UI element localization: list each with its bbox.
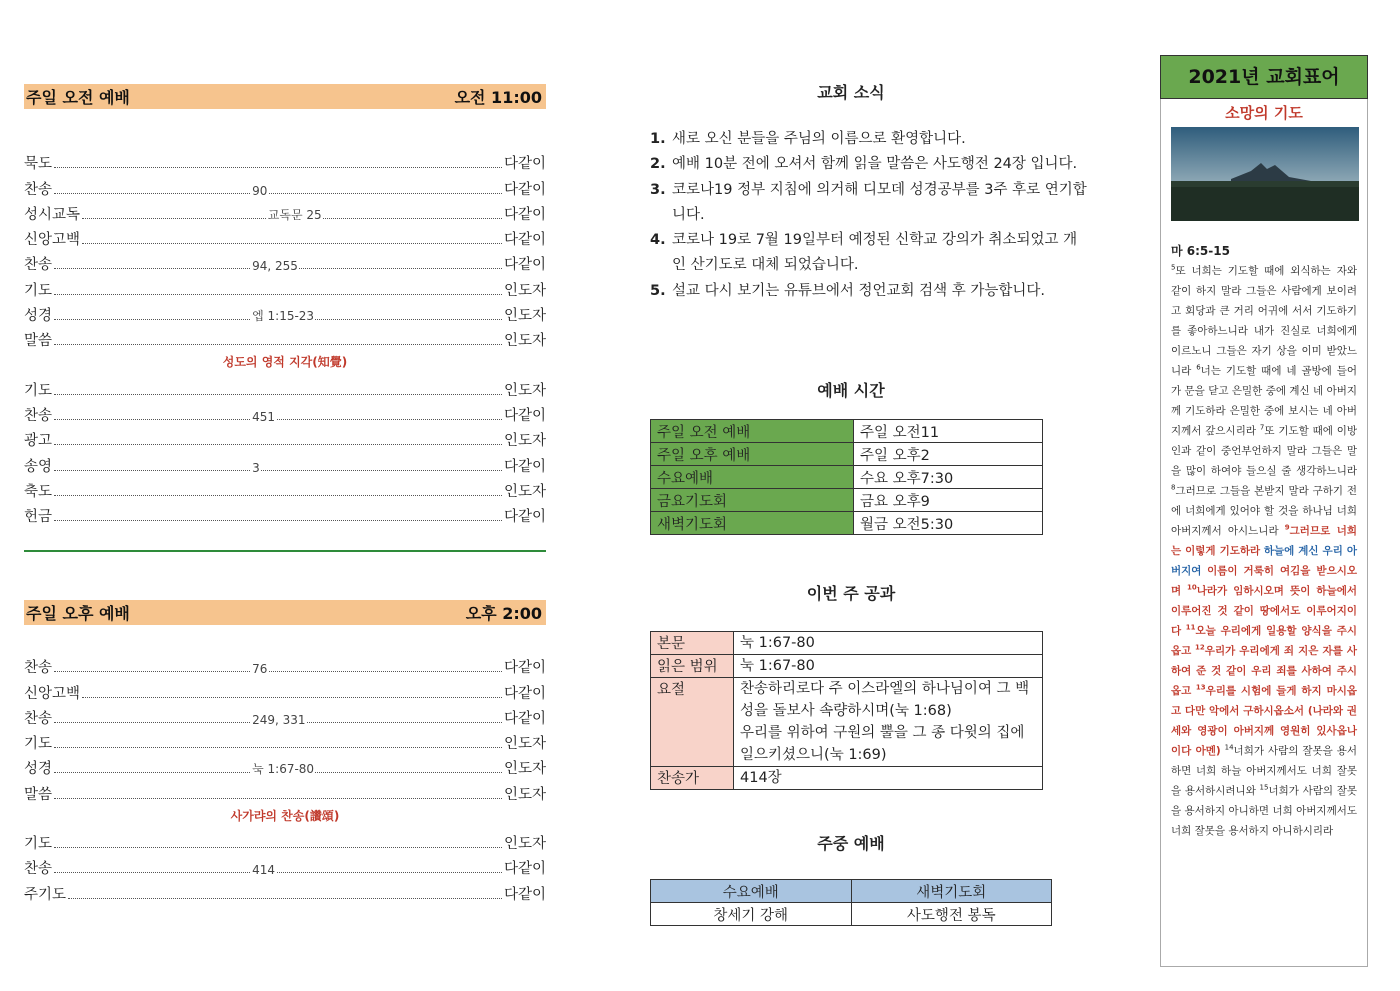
lesson-cell (734, 632, 1043, 655)
order-item-detail: 451 (252, 409, 276, 424)
order-item-leader: 인도자 (503, 836, 546, 853)
order-item-detail: 교독문 25 (267, 207, 322, 222)
dotted-leader (54, 444, 502, 445)
service-time: 주일 오후2 (854, 443, 1043, 466)
order-item-leader: 인도자 (503, 333, 546, 350)
dotted-leader (82, 207, 502, 222)
service-name: 주일 오전 예배 (651, 420, 854, 443)
scripture-reference: 마 6:5-15 (1171, 244, 1230, 258)
order-item-label: 찬송 (24, 660, 53, 677)
order-item-leader: 인도자 (503, 433, 546, 450)
order-item-leader: 다같이 (503, 861, 546, 878)
order-row (24, 778, 546, 803)
motto-banner: 2021년 교회표어 (1160, 55, 1368, 99)
order-item-detail: 414 (252, 863, 276, 878)
order-row (24, 878, 546, 903)
table-row (651, 678, 1043, 767)
news-text: 새로 오신 분들을 주님의 이름으로 환영합니다. (672, 131, 966, 147)
lesson-value: 눅 1:67-80 (740, 658, 815, 674)
lesson-value: 눅 1:67-80 (740, 635, 815, 651)
verse-12: 우리가 우리에게 죄 지은 자를 사하여 준 것 같이 우리 죄를 사하여 주시옵고 (1171, 645, 1357, 697)
afternoon-order-list (24, 652, 546, 904)
dotted-leader (54, 344, 502, 345)
verse-number: 12 (1195, 643, 1205, 652)
order-item-label: 성시교독 (24, 206, 81, 223)
dotted-leader (54, 259, 502, 274)
verse-number: 7 (1259, 423, 1265, 432)
order-row (24, 224, 546, 249)
order-item-label: 축도 (24, 483, 53, 500)
order-item-label: 기도 (24, 836, 53, 853)
verse-14: 너희가 사람의 잘못을 용서하면 너희 하늘 아버지께서도 너희 잘못을 용서하시려니와 (1171, 745, 1357, 797)
order-item-leader: 인도자 (503, 736, 546, 753)
table-row (651, 767, 1043, 790)
order-item-leader: 다같이 (503, 660, 546, 677)
verse-number: 14 (1224, 743, 1234, 752)
lesson-title: 이번 주 공과 (806, 584, 896, 603)
order-item-label: 송영 (24, 458, 53, 475)
order-item-label: 말씀 (24, 786, 53, 803)
news-number: 5. (650, 282, 666, 299)
verse-15: 너희가 사람의 잘못을 용서하지 아니하면 너희 아버지께서도 너희 잘못을 용서하지 아니하시리라 (1171, 785, 1357, 837)
dotted-leader (54, 167, 502, 168)
morning-service-time: 오전 11:00 (454, 88, 542, 107)
verse-10: 나라가 임하시오며 뜻이 하늘에서 이루어진 것 같이 땅에서도 이루어지이다 (1171, 585, 1358, 637)
order-item-leader: 인도자 (503, 282, 546, 299)
service-time: 주일 오전11 (854, 420, 1043, 443)
dotted-leader (54, 712, 502, 727)
table-row (651, 489, 1043, 512)
dotted-leader (54, 798, 502, 799)
order-item-label: 기도 (24, 736, 53, 753)
order-item-leader: 다같이 (503, 458, 546, 475)
sermon-title: 사가랴의 찬송(讚頌) (230, 808, 340, 823)
order-row (24, 325, 546, 350)
table-row (651, 443, 1043, 466)
table-row (651, 512, 1043, 535)
verse-11: 오늘 우리에게 일용할 양식을 주시옵고 (1171, 625, 1358, 657)
order-item-label: 찬송 (24, 710, 53, 727)
news-title: 교회 소식 (817, 83, 885, 102)
order-row (24, 249, 546, 274)
scripture-text (1171, 241, 1357, 841)
order-item-leader: 다같이 (503, 407, 546, 424)
order-row (24, 274, 546, 299)
dotted-leader (82, 243, 502, 244)
dotted-leader (54, 294, 502, 295)
lesson-value-2: 우리를 위하여 구원의 뿔을 그 종 다윗의 집에 일으키셨으니(눅 1:69) (740, 725, 1025, 763)
news-text: 예배 10분 전에 오셔서 함께 읽을 말씀은 사도행전 24장 입니다. (672, 156, 1078, 173)
verse-9-intro: 그러므로 너희는 이렇게 기도하라 (1171, 525, 1357, 557)
order-item-detail: 94, 255 (252, 259, 298, 274)
verse-number: 15 (1259, 783, 1269, 792)
dotted-leader (82, 697, 502, 698)
order-item-label: 말씀 (24, 333, 53, 350)
order-item-leader: 다같이 (503, 710, 546, 727)
order-row (24, 425, 546, 450)
morning-order-list (24, 148, 546, 526)
verse-number: 9 (1284, 523, 1290, 532)
verse-number: 10 (1186, 583, 1197, 592)
table-row (651, 466, 1043, 489)
dotted-leader (54, 460, 502, 475)
verse-6: 너는 기도할 때에 네 골방에 들어가 문을 닫고 은밀한 중에 계신 네 아버지께 기도하라 은밀한 중에 보시는 네 아버지께서 갚으시리라 (1171, 365, 1358, 437)
news-item (650, 228, 1090, 279)
dotted-leader (54, 847, 502, 848)
order-row (24, 501, 546, 526)
service-time: 월금 오전5:30 (854, 512, 1043, 535)
order-item-label: 기도 (24, 282, 53, 299)
order-item-label: 신앙고백 (24, 232, 81, 249)
news-item (650, 152, 1090, 177)
lesson-cell (734, 655, 1043, 678)
order-row (24, 199, 546, 224)
news-number: 2. (650, 156, 666, 173)
verse-5: 또 너희는 기도할 때에 외식하는 자와 같이 하지 말라 그들은 사람에게 보이려고 회당과 큰 거리 어귀에 서서 기도하기를 좋아하느니라 내가 진실로 너희에게 이르노니 그들은 자기 상을 이미 받았느니라 (1171, 265, 1357, 377)
motto-column (1160, 55, 1368, 967)
weekly-header-dawn: 새벽기도회 (851, 880, 1052, 903)
order-item-leader: 다같이 (503, 206, 546, 223)
order-item-leader: 인도자 (503, 483, 546, 500)
service-time: 금요 오후9 (854, 489, 1043, 512)
service-name: 주일 오후 예배 (651, 443, 854, 466)
verse-number: 8 (1171, 483, 1176, 492)
order-item-leader: 다같이 (503, 156, 546, 173)
news-text: 코로나 19로 7월 19일부터 예정된 신학교 강의가 취소되었고 개인 산기도로 대체 되었습니다. (672, 232, 1078, 274)
order-row (24, 374, 546, 399)
weekly-title: 주중 예배 (817, 834, 885, 853)
service-name: 금요기도회 (651, 489, 854, 512)
dotted-leader (54, 747, 502, 748)
dotted-leader (54, 309, 502, 324)
service-name: 수요예배 (651, 466, 854, 489)
verse-13: 우리를 시험에 들게 하지 마시옵고 다만 악에서 구하시옵소서 (나라와 권세와 영광이 아버지께 영원히 있사옵나이다 아멘) (1171, 685, 1358, 757)
weekly-value-wednesday: 창세기 강해 (651, 903, 852, 926)
order-item-leader: 인도자 (503, 761, 546, 778)
dotted-leader (54, 762, 502, 777)
weekly-value-dawn: 사도행전 봉독 (851, 903, 1052, 926)
table-row (651, 420, 1043, 443)
order-item-label: 성경 (24, 308, 53, 325)
table-row (651, 632, 1043, 655)
lesson-value: 찬송하리로다 주 이스라엘의 하나님이여 그 백성을 돌보사 속량하시며(눅 1:68) (740, 681, 1030, 719)
verse-8: 그러므로 그들을 본받지 말라 구하기 전에 너희에게 있어야 할 것을 하나님 너희 아버지께서 아시느니라 (1171, 485, 1357, 537)
verse-9-name: 이름이 거룩히 여김을 받으시오며 (1171, 565, 1357, 597)
lesson-key: 요절 (651, 678, 734, 767)
order-item-label: 헌금 (24, 509, 53, 526)
order-item-label: 찬송 (24, 181, 53, 198)
lesson-cell (734, 767, 1043, 790)
order-row (24, 300, 546, 325)
weekly-table (650, 879, 1052, 926)
order-row (24, 753, 546, 778)
verse-9-address: 하늘에 계신 우리 아버지여 (1171, 545, 1357, 577)
order-row (24, 450, 546, 475)
lesson-key: 찬송가 (651, 767, 734, 790)
order-item-leader: 다같이 (503, 685, 546, 702)
dotted-leader (54, 520, 502, 521)
verse-number: 5 (1171, 263, 1176, 272)
order-item-leader: 다같이 (503, 886, 546, 903)
order-item-leader: 인도자 (503, 786, 546, 803)
order-item-label: 찬송 (24, 257, 53, 274)
mountain-landscape-image (1171, 127, 1359, 221)
dotted-leader (54, 409, 502, 424)
order-item-label: 성경 (24, 761, 53, 778)
order-row (24, 148, 546, 173)
order-row (24, 728, 546, 753)
service-times-table (650, 419, 1043, 535)
lesson-key: 본문 (651, 632, 734, 655)
order-row (24, 476, 546, 501)
order-item-label: 주기도 (24, 886, 67, 903)
order-item-detail: 249, 331 (252, 712, 306, 727)
order-row (24, 173, 546, 198)
lesson-value: 414장 (740, 770, 782, 786)
news-number: 1. (650, 131, 666, 147)
order-item-leader: 인도자 (503, 308, 546, 325)
news-text: 코로나19 정부 지침에 의거해 디모데 성경공부를 3주 후로 연기합니다. (672, 181, 1087, 223)
section-divider (24, 550, 546, 552)
verse-number: 13 (1195, 683, 1206, 692)
dotted-leader (54, 183, 502, 198)
table-row (651, 655, 1043, 678)
order-item-leader: 다같이 (503, 181, 546, 198)
news-item (650, 178, 1090, 229)
news-number: 4. (650, 232, 666, 249)
dotted-leader (68, 898, 502, 899)
afternoon-service-header (24, 600, 546, 625)
dotted-leader (54, 495, 502, 496)
news-list (650, 127, 1090, 304)
order-item-label: 찬송 (24, 861, 53, 878)
order-item-label: 신앙고백 (24, 685, 81, 702)
order-row (24, 828, 546, 853)
sermon-title: 성도의 영적 지각(知覺) (222, 355, 348, 370)
service-time: 수요 오후7:30 (854, 466, 1043, 489)
times-title: 예배 시간 (817, 381, 885, 400)
weekly-header-wednesday: 수요예배 (651, 880, 852, 903)
lesson-key: 읽은 범위 (651, 655, 734, 678)
lesson-cell (734, 678, 1043, 767)
news-number: 3. (650, 181, 666, 198)
verse-number: 11 (1185, 623, 1196, 632)
news-item (650, 279, 1090, 304)
order-item-leader: 다같이 (503, 257, 546, 274)
morning-service-header (24, 84, 546, 109)
afternoon-service-time: 오후 2:00 (465, 604, 542, 623)
order-row (24, 652, 546, 677)
afternoon-service-title: 주일 오후 예배 (26, 604, 130, 623)
order-item-leader: 인도자 (503, 382, 546, 399)
order-item-detail: 눅 1:67-80 (252, 762, 315, 777)
order-item-label: 찬송 (24, 407, 53, 424)
order-item-detail: 3 (252, 460, 260, 475)
order-row (24, 677, 546, 702)
dotted-leader (54, 662, 502, 677)
verse-7: 또 기도할 때에 이방인과 같이 중언부언하지 말라 그들은 말을 많이 하여야 들으실 줄 생각하느니라 (1171, 425, 1358, 477)
prayer-title: 소망의 기도 (1225, 104, 1303, 122)
news-item (650, 127, 1090, 152)
morning-service-title: 주일 오전 예배 (26, 88, 130, 107)
order-item-label: 묵도 (24, 156, 53, 173)
order-item-label: 광고 (24, 433, 53, 450)
order-item-detail: 90 (252, 183, 268, 198)
order-row (24, 703, 546, 728)
order-row (24, 400, 546, 425)
order-item-leader: 다같이 (503, 232, 546, 249)
prayer-box (1160, 99, 1368, 967)
verse-number: 6 (1196, 363, 1201, 372)
lesson-table (650, 631, 1043, 790)
order-item-label: 기도 (24, 382, 53, 399)
news-text: 설교 다시 보기는 유튜브에서 정언교회 검색 후 가능합니다. (672, 282, 1046, 299)
service-name: 새벽기도회 (651, 512, 854, 535)
order-item-detail: 엡 1:15-23 (252, 309, 315, 324)
order-item-leader: 다같이 (503, 509, 546, 526)
dotted-leader (54, 863, 502, 878)
order-item-detail: 76 (252, 662, 268, 677)
dotted-leader (54, 394, 502, 395)
order-row (24, 853, 546, 878)
